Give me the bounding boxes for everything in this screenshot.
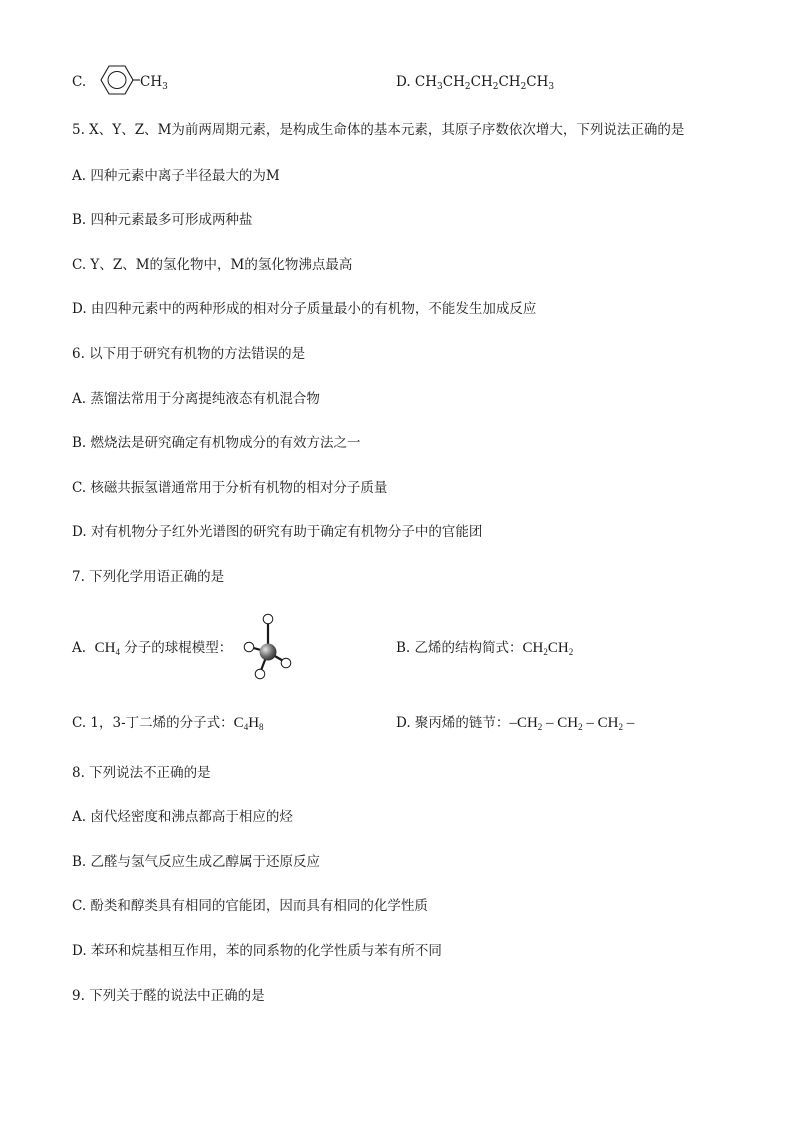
q5-stem: 5. X、Y、Z、M为前两周期元素，是构成生命体的基本元素，其原子序数依次增大，下列说法正确的是 bbox=[72, 122, 685, 138]
q6-stem: 6. 以下用于研究有机物的方法错误的是 bbox=[72, 346, 306, 362]
q6-option-d: D. 对有机物分子红外光谱图的研究有助于确定有机物分子中的官能团 bbox=[72, 524, 483, 540]
q6-option-b: B. 燃烧法是研究确定有机物成分的有效方法之一 bbox=[72, 435, 361, 451]
q7-option-b: B. 乙烯的结构简式：$CH_2CH_2$ bbox=[396, 640, 574, 657]
q9-stem: 9. 下列关于醛的说法中正确的是 bbox=[72, 988, 265, 1004]
butadiene-formula: $C_4H_8$ bbox=[233, 715, 264, 732]
methane-formula: $CH_4$ bbox=[94, 640, 120, 657]
q5-option-b: B. 四种元素最多可形成两种盐 bbox=[72, 212, 253, 228]
q7-option-a: A. $CH_4$ 分子的球棍模型： bbox=[72, 640, 233, 657]
q5-option-d: D. 由四种元素中的两种形成的相对分子质量最小的有机物，不能发生加成反应 bbox=[72, 301, 537, 317]
q7-option-c: C. 1，3-丁二烯的分子式：$C_4H_8$ bbox=[72, 715, 264, 732]
q4-option-d bbox=[396, 73, 554, 91]
q7-option-d: D. 聚丙烯的链节：$-CH_2 - CH_2 - CH_2$ – bbox=[396, 715, 635, 732]
q8-stem: 8. 下列说法不正确的是 bbox=[72, 765, 211, 781]
q8-option-c: C. 酚类和醇类具有相同的官能团，因而具有相同的化学性质 bbox=[72, 898, 428, 914]
q5-option-a: A. 四种元素中离子半径最大的为M bbox=[72, 168, 280, 184]
methane-ball-stick-model-icon bbox=[238, 612, 298, 682]
q8-option-a: A. 卤代烃密度和沸点都高于相应的烃 bbox=[72, 809, 293, 825]
q7-stem: 7. 下列化学用语正确的是 bbox=[72, 569, 225, 585]
q8-option-b: B. 乙醛与氢气反应生成乙醇属于还原反应 bbox=[72, 854, 321, 870]
q6-option-a: A. 蒸馏法常用于分离提纯液态有机混合物 bbox=[72, 391, 320, 407]
q8-option-d: D. 苯环和烷基相互作用，苯的同系物的化学性质与苯有所不同 bbox=[72, 943, 442, 959]
q4-option-c-label: C. bbox=[72, 74, 87, 90]
ethylene-formula: $CH_2CH_2$ bbox=[522, 640, 574, 657]
q4-option-d-formula: D. $CH_3CH_2CH_2CH_2CH_3$ bbox=[396, 74, 555, 92]
polypropylene-chain-formula: $-CH_2 - CH_2 - CH_2$ – bbox=[509, 715, 635, 732]
q4-option-c bbox=[72, 73, 86, 91]
q6-option-c: C. 核磁共振氢谱通常用于分析有机物的相对分子质量 bbox=[72, 480, 388, 496]
q5-option-c: C. Y、Z、M的氢化物中，M的氢化物沸点最高 bbox=[72, 257, 353, 273]
q4-option-c-substituent: $CH_3$ bbox=[140, 74, 168, 92]
